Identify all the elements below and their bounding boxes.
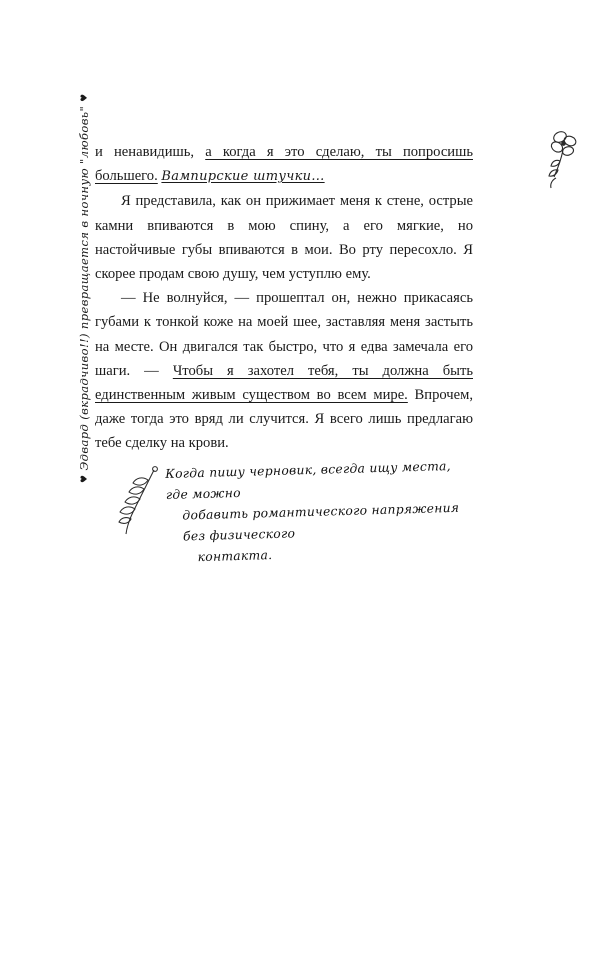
run-plain-tail: Впрочем, даже тогда это вряд ли случится. Я всего лишь предлагаю тебе сделку на крови. [95, 387, 474, 452]
margin-note-text: Эдвард (вкрадчиво!!) превращается в ночную "любовь" [77, 105, 91, 471]
paragraph-1 [95, 140, 473, 189]
run-plain: и ненавидишь, [95, 144, 206, 160]
handwritten-note [165, 456, 468, 569]
heart-icon: ♥ [80, 474, 90, 483]
flower-sprig-icon [114, 466, 166, 538]
paragraph-2 [95, 189, 473, 286]
handwritten-line-1: Когда пишу черновик, всегда ищу места, где можно [165, 459, 452, 502]
run-plain: Я представила, как он прижимает меня к стене, острые камни впиваются в мою спину, а его мягкие, но настойчивые губы впиваются в мои. Во рту пересохло. Я скорее продам свою душу, чем уступлю ему. [95, 193, 473, 283]
handwritten-line-2: добавить романтического напряжения без физического [182, 500, 460, 544]
run-plain: — Не волнуйся, — прошептал он, нежно прикасаясь губами к тонкой коже на моей шее, заставляя меня застыть на месте. Он двигался так быстро, что я едва замечала его шаги. — [95, 290, 473, 379]
margin-note [77, 93, 91, 487]
handwritten-inline-note: Вампирские штучки... [161, 169, 325, 185]
run-underline: Чтобы я захотел тебя, ты должна быть единственным живым существом во всем мире. [95, 362, 473, 404]
heart-icon: ♥ [80, 93, 90, 102]
flower-icon [543, 128, 587, 196]
paragraph-3 [95, 286, 473, 455]
handwritten-line-3: контакта. [197, 548, 273, 565]
text-column [95, 140, 473, 456]
run-underline: а когда я это сделаю, ты попросишь большего. [95, 144, 473, 185]
